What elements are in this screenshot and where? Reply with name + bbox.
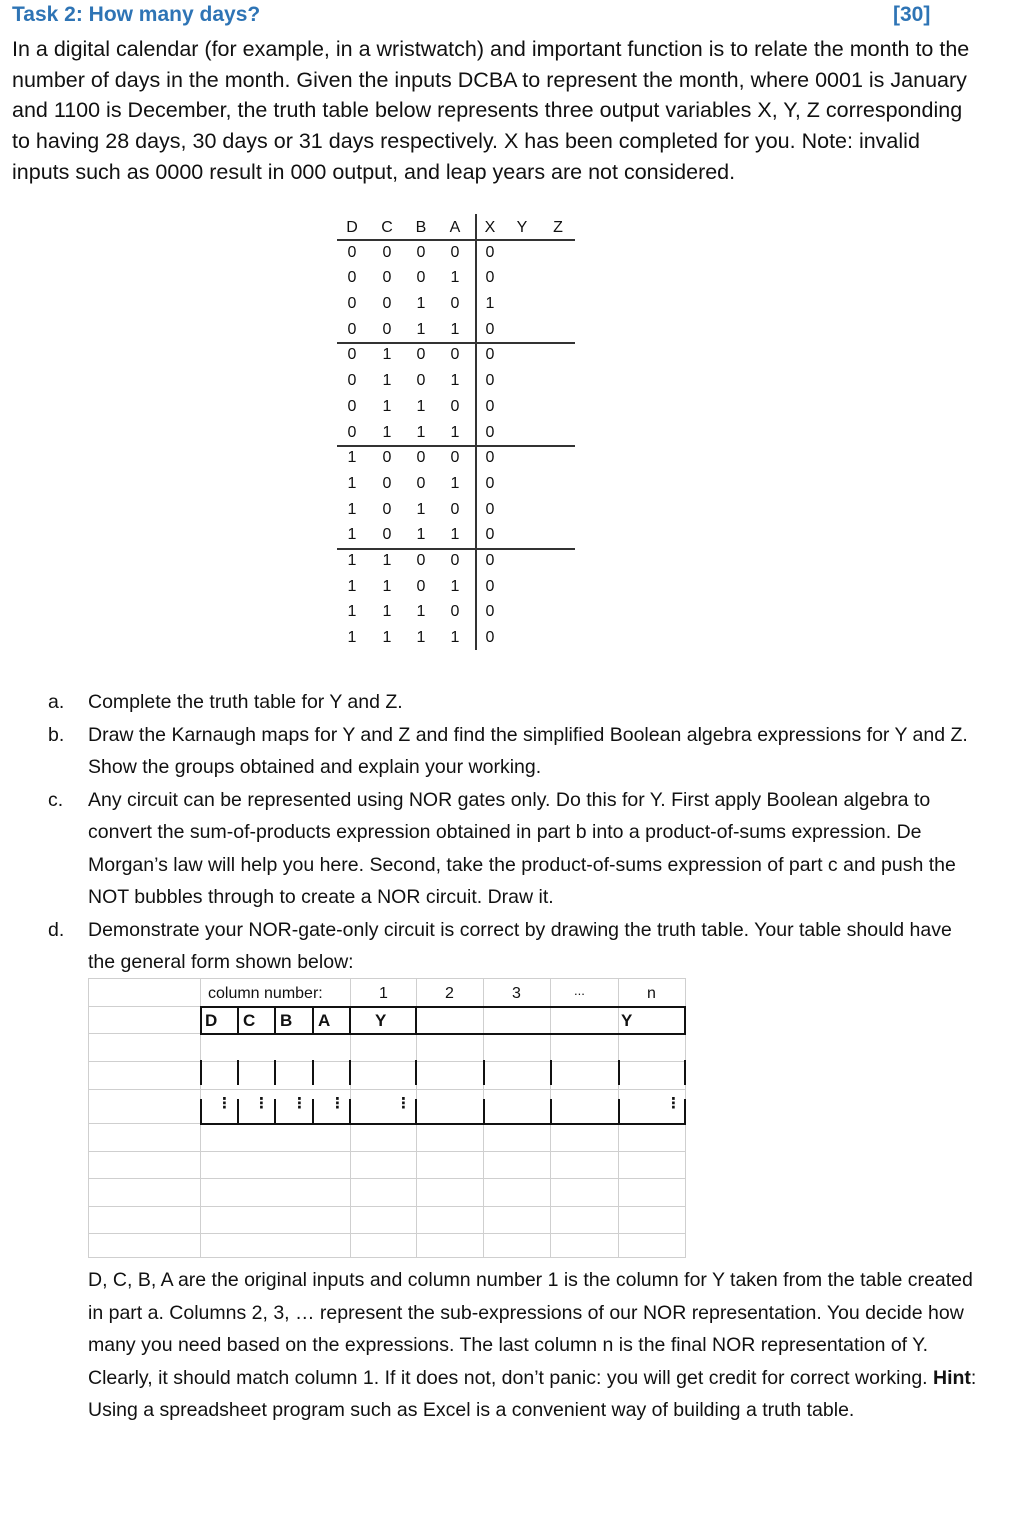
cell-b: 0 bbox=[416, 346, 426, 364]
closing-text: D, C, B, A are the original inputs and column number 1 is the column for Y taken from the table created in part a. Columns 2, 3, … represent the sub-expressions of our NOR representation. You decide how many you need based on the expressions. The last column n is the final NOR representation of Y. Clearly, it should match column 1. If it does not, don’t panic: you will get credit for correct working. bbox=[88, 1269, 973, 1389]
vertical-ellipsis: ⋮ bbox=[330, 1095, 345, 1112]
cell-x: 0 bbox=[485, 423, 495, 441]
header-y: Y bbox=[516, 219, 528, 236]
cell-a: 0 bbox=[450, 500, 460, 518]
cell-a: 0 bbox=[450, 551, 460, 569]
header-a: A bbox=[449, 219, 461, 236]
cell-x: 0 bbox=[485, 474, 495, 492]
column-number-1: 1 bbox=[379, 985, 388, 1002]
cell-x: 0 bbox=[485, 346, 495, 364]
cell-b: 0 bbox=[416, 474, 426, 492]
cell-x: 0 bbox=[485, 320, 495, 338]
cell-c: 0 bbox=[382, 449, 392, 467]
cell-c: 1 bbox=[382, 603, 392, 621]
truth-table-row bbox=[337, 420, 575, 446]
truth-table-row bbox=[337, 574, 575, 600]
cell-d: 1 bbox=[347, 577, 357, 595]
template-header-b: B bbox=[280, 1011, 293, 1030]
cell-x: 0 bbox=[485, 500, 495, 518]
group-divider bbox=[337, 445, 575, 447]
cell-b: 0 bbox=[416, 449, 426, 467]
header-d: D bbox=[346, 219, 358, 236]
column-number-ellipsis: ... bbox=[574, 983, 585, 998]
intro-paragraph: In a digital calendar (for example, in a wristwatch) and important function is to relate the month to the number of days in the month. Given the inputs DCBA to represent the month, where 0001 is January and 1100 is December, the truth table below represents three output variables X, Y, Z corresponding to having 28 days, 30 days or 31 days respectively. X has been completed for you. Note: invalid inputs such as 0000 result in 000 output, and leap years are not considered. bbox=[12, 37, 970, 184]
cell-c: 0 bbox=[382, 243, 392, 261]
cell-c: 0 bbox=[382, 295, 392, 313]
hint-label: Hint bbox=[933, 1366, 971, 1389]
cell-c: 1 bbox=[382, 397, 392, 415]
cell-a: 1 bbox=[450, 320, 460, 338]
cell-b: 1 bbox=[416, 603, 426, 621]
vertical-ellipsis: ⋮ bbox=[217, 1095, 232, 1112]
closing-paragraph bbox=[88, 1264, 978, 1427]
header-divider bbox=[337, 239, 575, 241]
column-number-label: column number: bbox=[208, 985, 323, 1002]
vertical-ellipsis: ⋮ bbox=[254, 1095, 269, 1112]
question-text: Demonstrate your NOR-gate-only circuit is correct by drawing the truth table. Your table should have the general form shown below: bbox=[88, 918, 952, 973]
truth-table-row bbox=[337, 625, 575, 651]
cell-d: 0 bbox=[347, 397, 357, 415]
header-z: Z bbox=[553, 219, 563, 236]
cell-d: 0 bbox=[347, 243, 357, 261]
task-marks: [30] bbox=[893, 3, 931, 26]
cell-c: 0 bbox=[382, 474, 392, 492]
cell-a: 1 bbox=[450, 577, 460, 595]
truth-table-header bbox=[337, 214, 575, 240]
cell-x: 0 bbox=[485, 551, 495, 569]
header-b: B bbox=[415, 219, 427, 236]
cell-d: 1 bbox=[347, 449, 357, 467]
cell-d: 0 bbox=[347, 372, 357, 390]
cell-d: 1 bbox=[347, 551, 357, 569]
cell-b: 1 bbox=[416, 320, 426, 338]
cell-x: 0 bbox=[485, 526, 495, 544]
vertical-ellipsis: ⋮ bbox=[666, 1095, 681, 1112]
cell-x: 0 bbox=[485, 449, 495, 467]
cell-d: 1 bbox=[347, 629, 357, 646]
question-text: Complete the truth table for Y and Z. bbox=[88, 691, 403, 713]
cell-c: 1 bbox=[382, 629, 392, 646]
template-header-d: D bbox=[205, 1011, 218, 1030]
truth-table-row bbox=[337, 471, 575, 497]
template-header-a: A bbox=[318, 1011, 331, 1030]
cell-c: 1 bbox=[382, 577, 392, 595]
cell-b: 1 bbox=[416, 500, 426, 518]
cell-d: 0 bbox=[347, 295, 357, 313]
cell-d: 1 bbox=[347, 474, 357, 492]
cell-a: 1 bbox=[450, 269, 460, 287]
cell-c: 0 bbox=[382, 500, 392, 518]
truth-table-row bbox=[337, 445, 575, 471]
cell-c: 0 bbox=[382, 269, 392, 287]
cell-b: 0 bbox=[416, 372, 426, 390]
column-number-n: n bbox=[647, 985, 656, 1002]
cell-x: 0 bbox=[485, 629, 495, 646]
cell-a: 1 bbox=[450, 474, 460, 492]
cell-a: 1 bbox=[450, 629, 460, 646]
truth-table-row bbox=[337, 265, 575, 291]
truth-table-row bbox=[337, 394, 575, 420]
cell-b: 1 bbox=[416, 423, 426, 441]
cell-a: 0 bbox=[450, 295, 460, 313]
header-x: X bbox=[484, 219, 496, 236]
cell-a: 1 bbox=[450, 526, 460, 544]
cell-c: 1 bbox=[382, 346, 392, 364]
cell-x: 0 bbox=[485, 603, 495, 621]
cell-a: 0 bbox=[450, 243, 460, 261]
question-a bbox=[48, 686, 978, 719]
cell-a: 0 bbox=[450, 397, 460, 415]
question-b bbox=[48, 719, 978, 784]
question-letter: c. bbox=[48, 788, 64, 811]
question-list bbox=[48, 686, 978, 979]
cell-c: 1 bbox=[382, 551, 392, 569]
cell-a: 0 bbox=[450, 449, 460, 467]
cell-x: 0 bbox=[485, 243, 495, 261]
cell-b: 1 bbox=[416, 295, 426, 313]
task-title: Task 2: How many days? bbox=[12, 3, 261, 26]
template-header-y: Y bbox=[375, 1011, 387, 1030]
truth-table-row bbox=[337, 291, 575, 317]
cell-d: 1 bbox=[347, 603, 357, 621]
column-number-2: 2 bbox=[445, 985, 454, 1002]
cell-a: 1 bbox=[450, 423, 460, 441]
truth-table-row bbox=[337, 497, 575, 523]
cell-d: 1 bbox=[347, 526, 357, 544]
template-header-y-final: Y bbox=[621, 1011, 633, 1030]
cell-c: 1 bbox=[382, 372, 392, 390]
cell-x: 0 bbox=[485, 269, 495, 287]
cell-b: 0 bbox=[416, 577, 426, 595]
question-letter: d. bbox=[48, 918, 65, 941]
cell-x: 0 bbox=[485, 577, 495, 595]
truth-table bbox=[337, 214, 575, 651]
truth-table-row bbox=[337, 368, 575, 394]
group-divider bbox=[337, 342, 575, 344]
cell-c: 0 bbox=[382, 320, 392, 338]
question-letter: a. bbox=[48, 691, 65, 713]
truth-table-row bbox=[337, 342, 575, 368]
cell-d: 0 bbox=[347, 346, 357, 364]
cell-x: 1 bbox=[485, 295, 495, 313]
header-c: C bbox=[381, 219, 393, 236]
vertical-ellipsis: ⋮ bbox=[396, 1095, 411, 1112]
question-letter: b. bbox=[48, 723, 65, 746]
template-header-c: C bbox=[243, 1011, 256, 1030]
cell-b: 0 bbox=[416, 243, 426, 261]
truth-table-row bbox=[337, 240, 575, 266]
cell-x: 0 bbox=[485, 397, 495, 415]
cell-d: 0 bbox=[347, 423, 357, 441]
cell-a: 0 bbox=[450, 346, 460, 364]
cell-d: 1 bbox=[347, 500, 357, 518]
cell-b: 1 bbox=[416, 397, 426, 415]
cell-x: 0 bbox=[485, 372, 495, 390]
cell-a: 0 bbox=[450, 603, 460, 621]
cell-b: 0 bbox=[416, 269, 426, 287]
cell-b: 0 bbox=[416, 551, 426, 569]
closing-text-hint: : Using a spreadsheet program such as Excel is a convenient way of building a truth table. bbox=[88, 1366, 977, 1421]
cell-c: 1 bbox=[382, 423, 392, 441]
group-divider bbox=[337, 548, 575, 550]
cell-b: 1 bbox=[416, 629, 426, 646]
input-output-divider bbox=[475, 214, 477, 650]
question-d bbox=[48, 914, 978, 979]
column-number-3: 3 bbox=[512, 985, 521, 1002]
cell-d: 0 bbox=[347, 269, 357, 287]
question-text: Any circuit can be represented using NOR gates only. Do this for Y. First apply Boolean algebra to convert the sum-of-products expression obtained in part b into a product-of-sums expression. De Morgan’s law will help you here. Second, take the product-of-sums expression of part c and push the NOT bubbles through to create a NOR circuit. Draw it. bbox=[88, 788, 956, 908]
question-c bbox=[48, 784, 978, 914]
truth-table-row bbox=[337, 599, 575, 625]
template-truth-table bbox=[88, 978, 686, 1258]
question-text: Draw the Karnaugh maps for Y and Z and find the simplified Boolean algebra expressions for Y and Z. Show the groups obtained and explain your working. bbox=[88, 723, 968, 778]
cell-d: 0 bbox=[347, 320, 357, 338]
truth-table-row bbox=[337, 548, 575, 574]
cell-c: 0 bbox=[382, 526, 392, 544]
cell-a: 1 bbox=[450, 372, 460, 390]
cell-b: 1 bbox=[416, 526, 426, 544]
truth-table-row bbox=[337, 317, 575, 343]
truth-table-row bbox=[337, 522, 575, 548]
vertical-ellipsis: ⋮ bbox=[292, 1095, 307, 1112]
